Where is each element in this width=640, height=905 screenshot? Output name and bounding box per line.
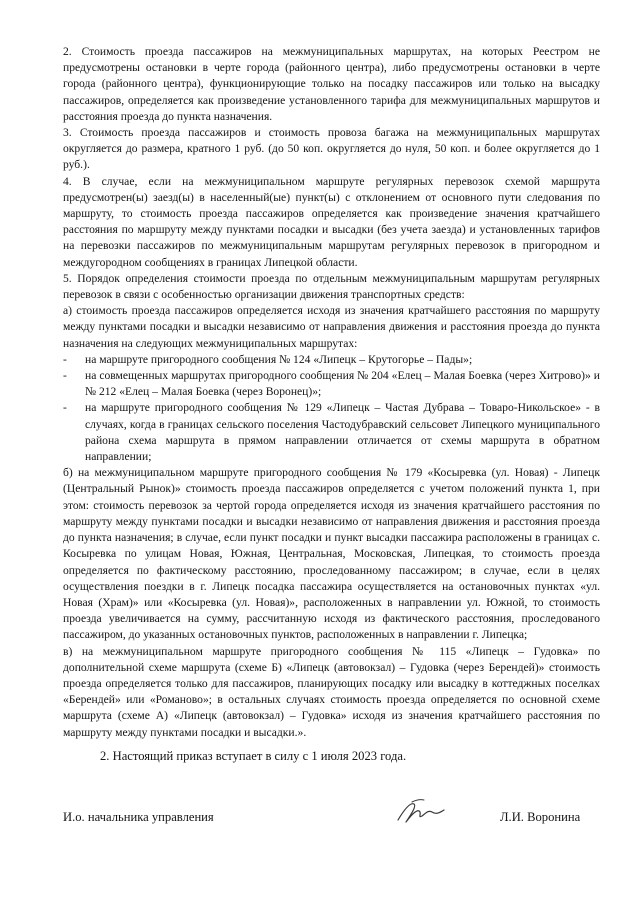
paragraph-5a: а) стоимость проезда пассажиров определяется исходя из значения кратчайшего расстояния по маршруту между пунктами посадки и высадки независимо от направления движения и расстояния проезда до пункта назначения на следующих межмуниципальных маршрутах: bbox=[63, 304, 600, 350]
paragraph-4: 4. В случае, если на межмуниципальном маршруте регулярных перевозок схемой маршрута предусмотрен(ы) заезд(ы) в населенный(ые) пункт(ы) с отклонением от основного пути следования по маршруту, то стоимость проезда пассажиров определяется как произведение значения кратчайшего расстояния по маршруту между пунктами посадки и высадки (без учета заезда) и установленных тарифов на перевозки пассажиров по межмуниципальным маршрутам регулярных перевозок в пригородном и междугородном сообщениях в границах Липецкой области. bbox=[63, 174, 600, 269]
paragraph-5: 5. Порядок определения стоимости проезда по отдельным межмуниципальным маршрутам регулярных перевозок в связи с особенностью организации движения транспортных средств: bbox=[63, 271, 600, 302]
dash-marker: - bbox=[63, 369, 67, 383]
order-clause: 2. Настоящий приказ вступает в силу с 1 июля 2023 года. bbox=[100, 749, 407, 763]
handwritten-signature bbox=[392, 796, 452, 828]
route-item-text: на совмещенных маршрутах пригородного сообщения № 204 «Елец – Малая Боевка (через Хитрово)» и № 212 «Елец – Малая Боевка (через Воронец)»; bbox=[85, 369, 600, 399]
route-item-129 bbox=[63, 400, 600, 465]
paragraph-2: 2. Стоимость проезда пассажиров на межмуниципальных маршрутах, на которых Реестром не предусмотрены остановки в черте города (районного центра), либо предусмотрены остановки в черте города (районного центра), функционирующие только на посадку пассажиров или только на высадку пассажиров, определяется как произведение установленного тарифа для межмуниципальных маршрутов и расстояния проезда до пункта назначения. bbox=[63, 45, 600, 123]
dash-marker: - bbox=[63, 401, 67, 415]
paragraph-5b: б) на межмуниципальном маршруте пригородного сообщения № 179 «Косыревка (ул. Новая) - Липецк (Центральный Рынок)» стоимость проезда пассажиров определяется с учетом положений пункта 1, при этом: стоимость перевозок за чертой города определяется исходя из значения кратчайшего расстояния по маршруту между пунктами посадки и высадки независимо от направления движения и расстояния проезда до пункта назначения; в случае, если пункт посадки и пункт высадки пассажира расположены в границах с. Косыревка по улицам Новая, Южная, Центральная, Московская, Липецкая, то стоимость проезда определяется по фактическому расстоянию, проследованному пассажиром; в случае, если в целях осуществления поездки в г. Липецк посадка пассажира осуществляется на остановочных пунктах «ул. Новая (Храм)» или «Косыревка (ул. Новая)», расположенных в направлении ул. Южной, то стоимость проезда увеличивается на сумму, рассчитанную исходя из фактического расстояния, проследованого пассажиром, до указанных остановочных пунктов, расположенных в направлении г. Липецка; bbox=[63, 466, 600, 642]
route-item-text: на маршруте пригородного сообщения № 124 «Липецк – Крутогорье – Пады»; bbox=[85, 352, 473, 366]
dash-marker: - bbox=[63, 352, 67, 366]
signatory-position: И.о. начальника управления bbox=[63, 810, 214, 824]
paragraph-3: 3. Стоимость проезда пассажиров и стоимость провоза багажа на межмуниципальных маршрутах округляется до размера, кратного 1 руб. (до 50 коп. округляется до нуля, 50 коп. и более округляется до 1 руб.). bbox=[63, 126, 600, 172]
route-item-text: на маршруте пригородного сообщения № 129 «Липецк – Частая Дубрава – Товаро-Никольское» - в случаях, когда в границах сельского поселения Частодубравский сельсовет Липецкого муниципального района схема маршрута в прямом направлении отличается от схемы маршрута в обратном направлении; bbox=[85, 401, 600, 464]
paragraph-5c: в) на межмуниципальном маршруте пригородного сообщения № 115 «Липецк – Гудовка» по дополнительной схеме маршрута (схеме Б) «Липецк (автовокзал) – Гудовка (через Берендей)» стоимость проезда определяется только для пассажиров, планирующих посадку или высадку в коттеджных поселках «Берендей» или «Романово»; в остальных случаях стоимость проезда определяется по основной схеме маршрута (схеме А) «Липецк (автовокзал) – Гудовка» исходя из значения кратчайшего расстояния по маршруту между пунктами посадки и высадки.». bbox=[63, 644, 600, 739]
document-body bbox=[63, 44, 600, 741]
signatory-name: Л.И. Воронина bbox=[500, 810, 581, 824]
route-item-124 bbox=[63, 352, 600, 368]
route-item-204-212 bbox=[63, 368, 600, 400]
